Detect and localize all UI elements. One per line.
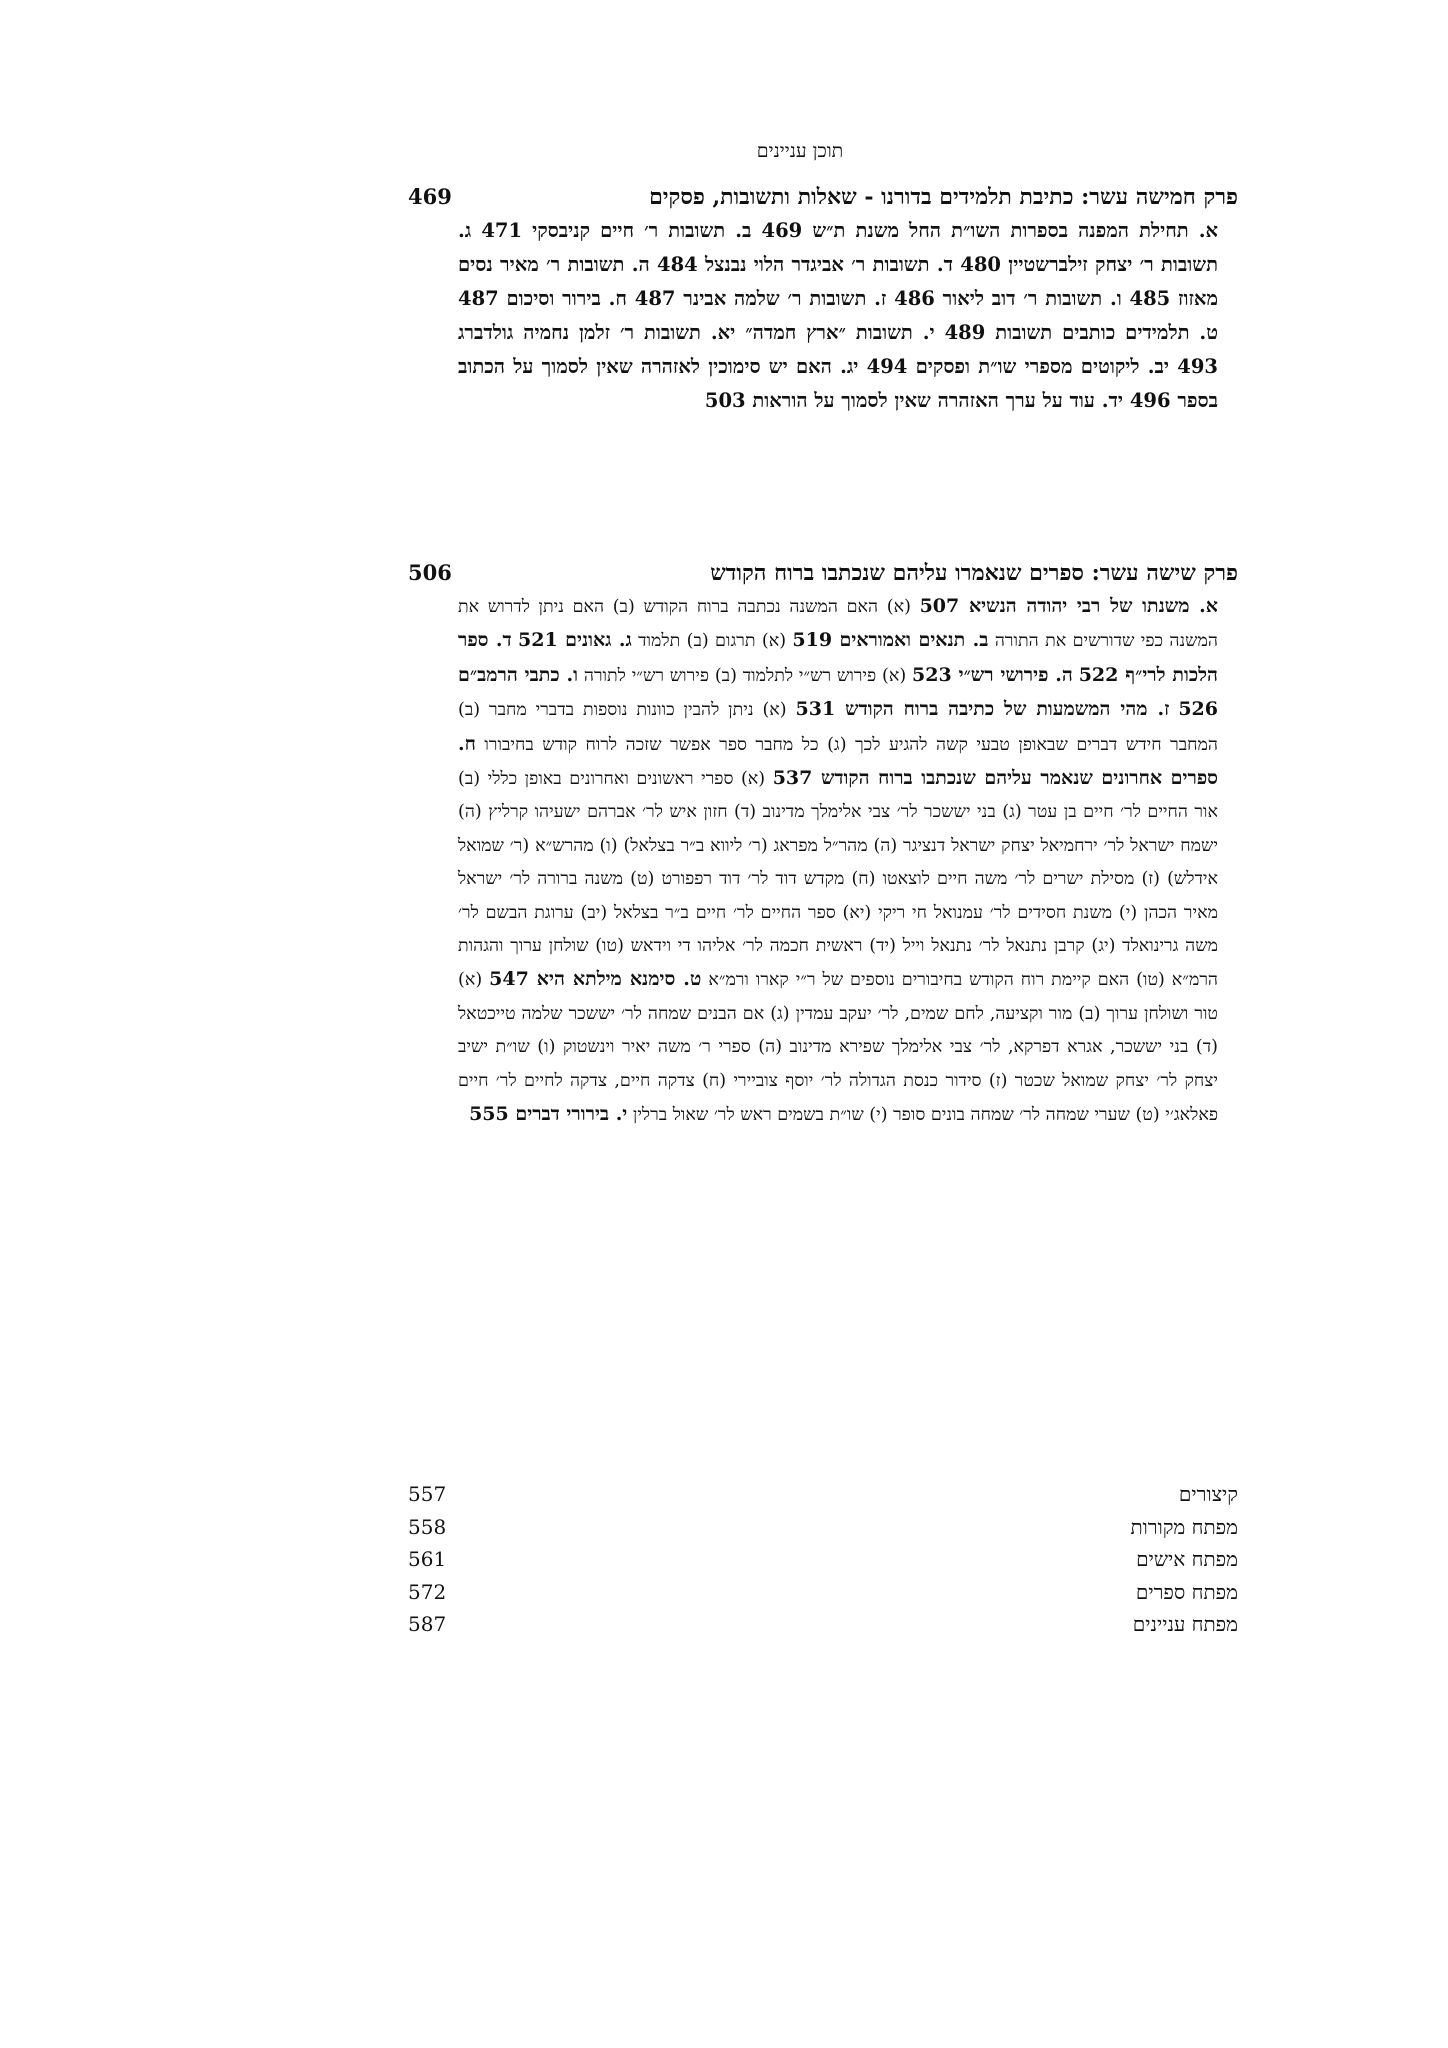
toc-subsections: (א) ספרי ראשונים ואחרונים באופן כללי (ב) אור החיים לר׳ חיים בן עטר (ג) בני יששכר לר׳ צבי אלימלך מדינוב (ד) חזון איש לר׳ אברהם ישעיהו קרליץ (ה) ישמח ישראל לר׳ ירחמיאל יצחק ישראל דנציגר (ה) מהר״ל מפראג (ר׳ ליווא ב״ר בצלאל) (ו) מהרש״א (ר׳ שמואל אידלש) (ז) מסילת ישרים לר׳ משה חיים לוצאטו (ח) מקדש דוד לר׳ דוד רפפורט (ט) משנה ברורה לר׳ ישראל מאיר הכהן (י) משנת חסידים לר׳ עמנואל חי ריקי (יא) ספר החיים לר׳ חיים ב״ר בצלאל (יב) ערוגת הבשם לר׳ משה גרינואלד (יג) קרבן נתנאל לר׳ נתנאל וייל (יד) ראשית חכמה לר׳ אליהו די וידאש (טו) שולחן ערוך והגהות הרמ״א (טו) האם קיימת רוח הקודש בחיבורים נוספים של ר״י קארו ורמ״א — [458, 769, 1218, 991]
toc-entry: ב. תשובות ר׳ חיים קניבסקי 471 — [481, 219, 752, 242]
toc-entry: ג. תשובות ר׳ יצחק זילברשטיין 480 — [458, 219, 1218, 276]
toc-entry: יד. עוד על ערך האזהרה שאין לסמוך על הוראות 503 — [704, 389, 1124, 412]
toc-entry: יג. האם יש סימוכין לאזהרה שאין לסמוך על הכתוב בספר 496 — [458, 355, 1218, 412]
index-list — [408, 1478, 1238, 1641]
toc-section: ו. כתבי הרמב״ם 526 — [458, 663, 1218, 721]
index-label: מפתח ספרים — [1135, 1579, 1238, 1604]
index-row — [408, 1478, 1238, 1511]
toc-entry: יב. ליקוטים מספרי שו״ת ופסקים 494 — [866, 355, 1170, 378]
toc-entry: ח. בירור וסיכום 487 — [458, 287, 627, 310]
toc-section: ב. תנאים ואמוראים 519 — [792, 629, 989, 652]
toc-entry: ד. תשובות ר׳ אביגדר הלוי נבנצל 484 — [657, 253, 953, 276]
index-label: מפתח עניינים — [1132, 1612, 1238, 1636]
chapter-16-page: 506 — [408, 560, 452, 585]
index-page: 572 — [408, 1579, 447, 1604]
toc-subsections: (א) האם המשנה נכתבה ברוח הקודש (ב) האם ניתן לדרוש את המשנה כפי שדורשים את התורה — [458, 597, 1218, 652]
toc-section: ט. סימנא מילתא היא 547 — [489, 968, 702, 991]
chapter-16 — [408, 556, 1238, 1133]
toc-subsections: (א) טור ושולחן ערוך (ב) מור וקציעה, לחם שמים, לר׳ יעקב עמדין (ג) אם הבנים שמחה לר׳ יששכר שלמה טייכטאל (ד) בני יששכר, אגרא דפרקא, לר׳ צבי אלימלך שפירא מדינוב (ה) ספרי ר׳ משה יאיר וינשטוק (ו) שו״ת ישיב יצחק לר׳ יצחק שמואל שכטר (ז) סידור כנסת הגדולה לר׳ יוסף צוביירי (ח) צדקה חיים, צדקה לחיים לר׳ חיים פאלאג׳י (ט) שערי שמחה לר׳ שמחה בונים סופר (י) שו״ת בשמים ראש לר׳ שאול ברלין — [458, 970, 1218, 1126]
toc-section: ג. גאונים 521 — [518, 629, 632, 652]
chapter-16-entries — [458, 590, 1218, 1133]
chapter-15-title: פרק חמישה עשר: כתיבת תלמידים בדורנו - שאלות ותשובות, פסקים — [649, 184, 1238, 210]
toc-entry: ט. תלמידים כותבים תשובות 489 — [944, 321, 1218, 344]
toc-section: ח. ספרים אחרונים שנאמר עליהם שנכתבו ברוח הקודש 537 — [458, 732, 1218, 790]
index-label: קיצורים — [1178, 1482, 1238, 1506]
toc-subsections: (א) פירוש רש״י לתלמוד (ב) פירוש רש״י לתורה — [583, 665, 907, 686]
index-row — [408, 1608, 1238, 1641]
toc-section: י. בירורי דברים 555 — [469, 1103, 628, 1126]
toc-section: א. משנתו של רבי יהודה הנשיא 507 — [919, 595, 1218, 617]
toc-subsections: (א) תרגום (ב) תלמוד — [638, 631, 787, 652]
index-page: 561 — [408, 1547, 447, 1571]
index-page: 557 — [408, 1482, 447, 1506]
chapter-16-heading — [408, 556, 1238, 590]
toc-section: ה. פירושי רש״י 523 — [912, 663, 1073, 686]
toc-entry: א. תחילת המפנה בספרות השו״ת החל משנת ת״ש 469 — [761, 219, 1219, 242]
index-row — [408, 1543, 1238, 1576]
toc-entry: י. תשובות ״ארץ חמדה״ — [745, 321, 935, 344]
index-page: 558 — [408, 1514, 447, 1539]
chapter-15-heading — [408, 180, 1238, 214]
toc-subsections: (א) ניתן להבין כוונות נוספות בדברי מחבר (ב) המחבר חידש דברים שבאופן טבעי קשה להגיע לכך (ג) כל מחבר ספר אפשר שזכה לרוח קודש בחיבורו — [458, 700, 1218, 755]
index-row — [408, 1576, 1238, 1609]
chapter-15-page: 469 — [408, 184, 452, 209]
index-row — [408, 1511, 1238, 1544]
chapter-16-title: פרק שישה עשר: ספרים שנאמרו עליהם שנכתבו ברוח הקודש — [710, 560, 1238, 586]
running-head: תוכן עניינים — [756, 140, 844, 162]
toc-entry: ו. תשובות ר׳ דוב ליאור 486 — [894, 287, 1122, 310]
chapter-15-entries — [458, 214, 1218, 418]
toc-entry: יא. תשובות ר׳ זלמן נחמיה גולדברג 493 — [458, 321, 1218, 378]
toc-section: ד. ספר הלכות לרי״ף 522 — [458, 629, 1218, 686]
toc-entry: ה. תשובות ר׳ מאיר נסים מאזוז 485 — [458, 253, 1218, 310]
index-label: מפתח אישים — [1136, 1547, 1238, 1571]
index-label: מפתח מקורות — [1130, 1514, 1238, 1539]
index-page: 587 — [408, 1612, 447, 1636]
toc-entry: ז. תשובות ר׳ שלמה אבינר 487 — [634, 287, 887, 310]
chapter-15 — [408, 180, 1238, 418]
toc-section: ז. מהי המשמעות של כתיבה ברוח הקודש 531 — [795, 698, 1170, 721]
